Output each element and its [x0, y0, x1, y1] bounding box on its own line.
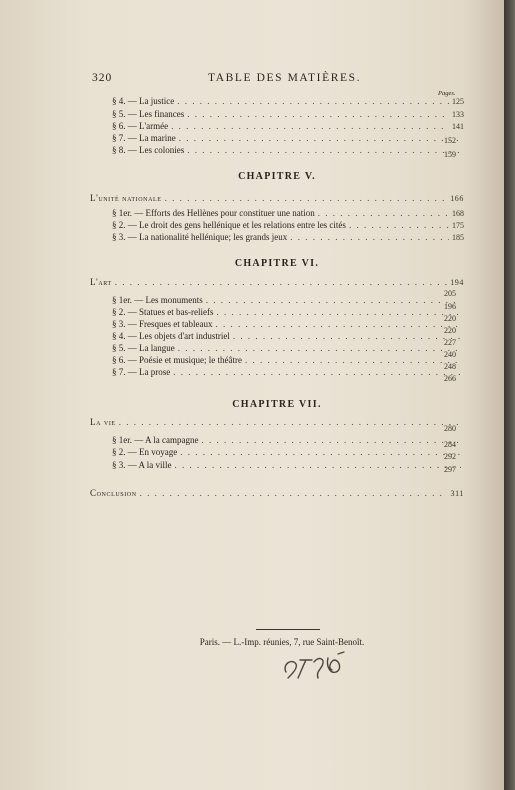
toc-page: 297 — [444, 465, 456, 474]
toc-page: 159 — [444, 150, 456, 159]
page-number: 320 — [92, 72, 113, 84]
handwritten-shelfmark — [278, 648, 358, 682]
page-title: TABLE DES MATIÈRES. — [208, 72, 362, 84]
chapter-heading: CHAPITRE VI. — [234, 258, 320, 269]
toc-entry: § 3. — A la ville . . . — [112, 459, 464, 472]
toc-page: 292 — [444, 452, 456, 461]
toc-entry: § 4. — Les objets d'art industriel . . . — [112, 330, 464, 343]
toc-page: 248 — [444, 362, 456, 371]
pages-column-label: Pages. — [438, 90, 456, 97]
toc-page: 227 — [444, 338, 456, 347]
toc-entry: § 8. — Les colonies . . . — [112, 144, 464, 157]
toc-entry: § 3. — La nationalité hellénique; les grands jeux . . . 185 — [112, 231, 464, 244]
chapter-heading: CHAPITRE VII. — [232, 399, 322, 410]
toc-entry: § 7. — La prose . . . — [112, 366, 464, 379]
toc-entry: § 2. — Le droit des gens hellénique et les relations entre les cités . . . 175 — [112, 219, 464, 232]
toc-entry: § 6. — L'armée . . . 141 — [112, 120, 464, 133]
toc-page: 196 — [444, 302, 456, 311]
toc-main-entry: L'art . . . 194 — [90, 276, 464, 289]
toc-main-entry: La vie . . . — [90, 416, 464, 429]
toc-entry: § 1er. — Les monuments . . . — [112, 294, 464, 307]
toc-entry: § 1er. — A la campagne . . . — [112, 434, 464, 447]
toc-page: 284 — [444, 440, 456, 449]
toc-entry: § 6. — Poésie et musique; le théâtre . . . — [112, 354, 464, 367]
toc-page: 220 — [444, 326, 456, 335]
toc-page: 266 — [444, 374, 456, 383]
toc-page: 280 — [444, 424, 456, 433]
toc-entry: § 1er. — Efforts des Hellènes pour constituer une nation . . . 168 — [112, 207, 464, 220]
toc-page: 220 — [444, 314, 456, 323]
book-spine-edge — [504, 0, 515, 790]
toc-entry: § 3. — Fresques et tableaux . . . — [112, 318, 464, 331]
toc-main-entry: Conclusion . . . 311 — [90, 487, 464, 500]
toc-entry: § 7. — La marine . . . — [112, 132, 464, 145]
toc-main-entry: L'unité nationale . . . 166 — [90, 192, 464, 205]
toc-entry: § 2. — En voyage . . . — [112, 446, 464, 459]
toc-entry: § 5. — Les finances . . . 133 — [112, 108, 464, 121]
toc-entry: § 4. — La justice . . . 125 — [112, 95, 464, 108]
toc-page: 152 — [444, 136, 456, 145]
toc-entry: § 2. — Statues et bas-reliefs . . . — [112, 306, 464, 319]
toc-entry: § 5. — La langue . . . — [112, 342, 464, 355]
toc-page: 240 — [444, 350, 456, 359]
imprint-rule — [256, 629, 320, 630]
chapter-heading: CHAPITRE V. — [238, 171, 316, 182]
printer-imprint: Paris. — L.-Imp. réunies, 7, rue Saint-Benoît. — [199, 637, 365, 647]
running-header — [92, 72, 472, 90]
toc-page: 205 — [444, 289, 456, 298]
